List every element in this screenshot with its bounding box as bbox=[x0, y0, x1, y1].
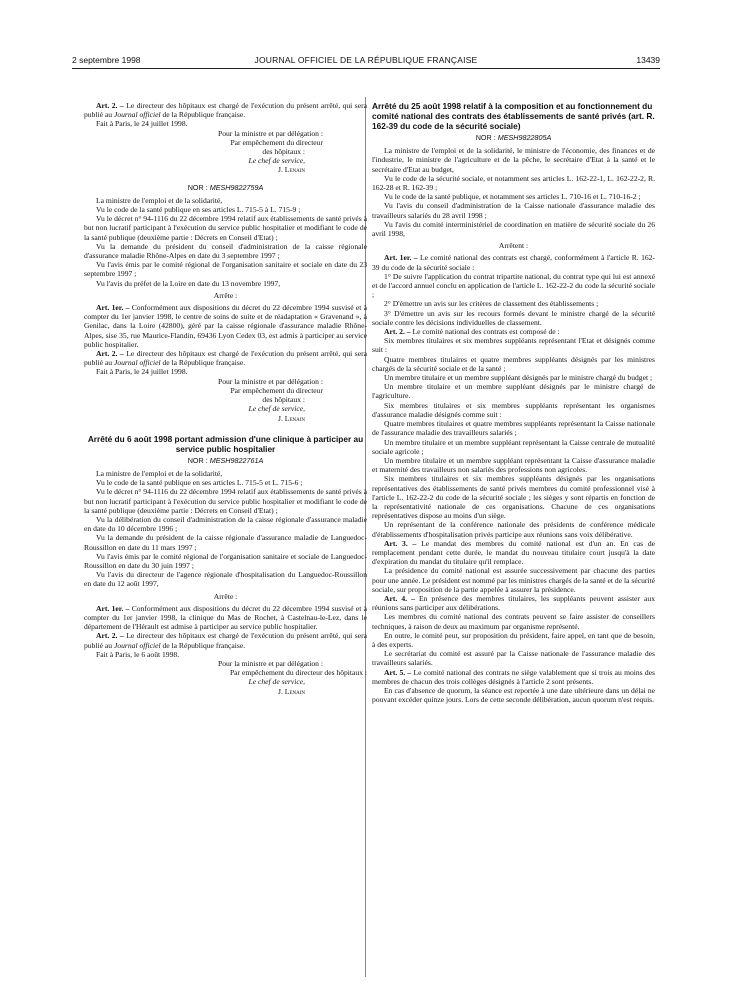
signature-name: J. Lenain bbox=[278, 165, 305, 175]
nor-label: NOR : bbox=[187, 182, 210, 192]
visa-paragraph: Vu le décret n° 94-1116 du 22 décembre 1994 relatif aux établissements de santé privés à but non lucratif participant à l'exécution du service public hospitalier et modifiant le code de la santé publique (deuxième partie : Décrets en Conseil d'Etat) ; bbox=[84, 487, 367, 515]
article-item: En outre, le comité peut, sur proposition du président, faire appel, en tant que de besoin, à des experts. bbox=[372, 630, 655, 649]
article-item: Un membre titulaire et un membre suppléant désignés par le ministre chargé de l'agriculture. bbox=[372, 382, 655, 401]
visa-paragraph: Vu le code de la santé publique, et notamment ses articles L. 710-16 et L. 710-16-2 ; bbox=[384, 192, 641, 202]
article-item: Quatre membres titulaires et quatre membres suppléants représentant la Caisse nationale de l'assurance maladie des travailleurs salariés ; bbox=[372, 419, 655, 438]
decree-title: Arrêté du 25 août 1998 relatif à la composition et au fonctionnement du comité national des contrats des établissements de santé privés (art. R. 162-39 du code de la sécurité sociale) bbox=[372, 101, 655, 131]
visa-paragraph: Vu l'avis du comité interministériel de coordination en matière de sécurité sociale du 26 avril 1998, bbox=[372, 219, 655, 239]
signature-line: Pour la ministre et par délégation : bbox=[217, 376, 323, 386]
page-header bbox=[72, 55, 660, 69]
signature-line: des hôpitaux : bbox=[262, 395, 305, 405]
visa-paragraph: Vu l'avis du préfet de la Loire en date du 13 novembre 1997, bbox=[96, 278, 281, 288]
visa-paragraph: Vu le décret n° 94-1116 du 22 décembre 1994 relatif aux établissements de santé privés à but non lucratif participant à l'exécution du service public hospitalier et modifiant le code de la santé publique (deuxième partie : Décrets en Conseil d'Etat) ; bbox=[84, 214, 367, 242]
visa-paragraph: Vu l'avis du directeur de l'agence régionale d'hospitalisation du Languedoc-Roussillon en date du 12 août 1997, bbox=[84, 570, 367, 589]
visa-paragraph: Vu la demande du président du conseil d'administration de la caisse régionale d'assurance maladie Rhône-Alpes en date du 3 septembre 1997 ; bbox=[84, 241, 367, 261]
article-text: Conformément aux dispositions du décret du 22 décembre 1994 susvisé et à compter du 1er janvier 1998, le centre de soins de suite et de réadaptation « Gravenand », à Genilac, dans la Loire (42800), géré par la caisse régionale d'assurance maladie Rhône-Alpes, sise 35, rue Maurice-Flandin, 69436 Lyon Cedex 03, est admis à participer au service public hospitalier. bbox=[84, 303, 368, 349]
nor-reference bbox=[84, 183, 367, 192]
header-page-number: 13439 bbox=[636, 55, 660, 65]
article-1-paragraph bbox=[372, 253, 655, 271]
nor-code: MESH9822761A bbox=[209, 455, 264, 465]
article-text: de la République française. bbox=[160, 110, 246, 120]
article-item: 1° De suivre l'application du contrat tripartite national, du contrat type qui lui est annexé et de l'accord annuel conclu en application de l'article L. 162-22-2 du code la sécurité sociale ; bbox=[372, 271, 655, 300]
fait-a-paris: Fait à Paris, le 6 août 1998. bbox=[96, 649, 180, 659]
article-item: Les membres du comité national des contrats peuvent se faire assister de conseillers techniques, à raison de deux au maximum par organisme représenté. bbox=[372, 612, 655, 631]
article-label: Art. 3. – bbox=[384, 538, 417, 548]
article-2-paragraph bbox=[84, 631, 367, 649]
article-item: Six membres titulaires et six membres suppléants représentant l'Etat et désignés comme suit : bbox=[372, 336, 655, 355]
article-item: La présidence du comité national est assurée successivement par chacune des parties pour une année. Le président est nommé par les ministres chargés de la santé et de la sécurité sociale, sur proposition de la partie appelée à assurer la présidence. bbox=[372, 566, 655, 594]
visa-paragraph: Vu l'avis émis par le comité régional de l'organisation sanitaire et sociale de Languedoc-Roussillon en date du 30 juin 1997 ; bbox=[84, 551, 367, 570]
header-date: 2 septembre 1998 bbox=[72, 55, 141, 65]
article-1-paragraph bbox=[84, 303, 367, 349]
signature-line: Par empêchement du directeur bbox=[230, 385, 323, 395]
article-item: 3° D'émettre un avis sur les recours formés devant le ministre chargé de la sécurité sociale contre les décisions individuelles de classement. bbox=[372, 308, 655, 327]
article-item: Six membres titulaires et six membres suppléants désignés par les organisations représentatives des établissements de santé privés membres du comité professionnel visé à l'article L. 162-22-2 du code de la sécurité sociale ; les sièges y sont répartis en fonction de la représentativité nationale de ces organisations. Chacune de ces organisations représentatives dispose au moins d'un siège. bbox=[372, 474, 655, 521]
header-rule bbox=[72, 68, 660, 69]
article-item: Un membre titulaire et un membre suppléant représentant la Caisse d'assurance maladie et maternité des travailleurs non salariés des professions non agricoles. bbox=[372, 455, 655, 475]
signature-line: Par empêchement du directeur bbox=[230, 137, 323, 147]
article-label: Art. 1er. – bbox=[96, 603, 130, 613]
journal-name: Journal officiel bbox=[113, 358, 161, 368]
journal-name: Journal officiel bbox=[113, 640, 161, 650]
signature-line: des hôpitaux : bbox=[262, 147, 305, 157]
article-text: Le comité national des contrats ne siège valablement que si trois au moins des membres de chacun des trois collèges désignés à l'article 2 sont présents. bbox=[372, 667, 655, 686]
article-text: Conformément aux dispositions du décret du 22 décembre 1994 susvisé et à compter du 1er janvier 1998, la clinique du Mas de Rochet, à Castelnau-le-Lez, dans le département de l'Hérault est admise à participer au service public hospitalier. bbox=[84, 603, 368, 632]
journal-name: Journal officiel bbox=[113, 110, 161, 120]
nor-reference bbox=[84, 456, 367, 465]
visa-paragraph: Vu le code de la santé publique en ses articles L. 715-5 et L. 715-6 ; bbox=[96, 478, 303, 488]
arrete-heading: Arrête : bbox=[213, 591, 238, 601]
decree-title: Arrêté du 6 août 1998 portant admission d'une clinique à participer au service public hospitalier bbox=[87, 433, 364, 454]
article-label: Art. 5. – bbox=[384, 667, 412, 677]
visa-paragraph: Vu l'avis du conseil d'administration de la Caisse nationale d'assurance maladie des travailleurs salariés du 28 avril 1998 ; bbox=[372, 201, 655, 220]
article-text: de la République française. bbox=[160, 358, 246, 368]
fait-a-paris: Fait à Paris, le 24 juillet 1998. bbox=[96, 367, 188, 377]
article-text: Le mandat des membres du comité national est d'un an. En cas de remplacement pendant cette durée, le mandat du nouveau titulaire court jusqu'à la date d'expiration du mandat du titulaire qu'il remplace. bbox=[372, 538, 655, 567]
visa-paragraph: La ministre de l'emploi et de la solidarité, bbox=[96, 195, 223, 205]
visa-paragraph: Vu le code de la santé publique en ses articles L. 715-5 à L. 715-9 ; bbox=[96, 205, 301, 215]
article-text: Le comité national des contrats est chargé, conformément à l'article R. 162-39 du code de la sécurité sociale : bbox=[372, 253, 655, 272]
article-item: En cas d'absence de quorum, la séance est reportée à une date ultérieure dans un délai ne pouvant excéder quinze jours. Lors de cette seconde délibération, aucun quorum n'est requis. bbox=[372, 685, 655, 705]
article-item: Un membre titulaire et un membre suppléant désignés par le ministre chargé du budget ; bbox=[384, 373, 653, 383]
visa-paragraph: La ministre de l'emploi et de la solidarité, bbox=[96, 468, 223, 478]
article-label: Art. 1er. – bbox=[384, 253, 418, 263]
nor-reference bbox=[372, 133, 655, 142]
signature-name: J. Lenain bbox=[278, 413, 305, 423]
article-label: Art. 2. – bbox=[384, 327, 411, 337]
article-text: de la République française. bbox=[160, 640, 246, 650]
nor-label: NOR : bbox=[475, 133, 498, 142]
signature-title: Le chef de service, bbox=[248, 404, 305, 414]
visa-paragraph: Vu l'avis émis par le comité régional de l'organisation sanitaire et sociale en date du 23 septembre 1997 ; bbox=[84, 260, 367, 279]
article-item: Le secrétariat du comité est assuré par la Caisse nationale de l'assurance maladie des travailleurs salariés. bbox=[372, 649, 655, 668]
article-label: Art. 4. – bbox=[384, 593, 415, 603]
visa-paragraph: Vu le code de la sécurité sociale, et notamment ses articles L. 162-22-1, L. 162-22-2, R. 162-28 et R. 162-39 ; bbox=[372, 173, 655, 193]
article-label: Art. 2. – bbox=[96, 631, 124, 641]
article-item: Un représentant de la conférence nationale des présidents de conférence médicale d'établissements d'hospitalisation privés participe aux réunions sans voix délibérative. bbox=[372, 520, 655, 539]
article-item: Six membres titulaires et six membres suppléants représentant les organismes d'assurance maladie désignés comme suit : bbox=[372, 400, 655, 419]
article-label: Art. 2. – bbox=[96, 101, 124, 110]
article-5-paragraph bbox=[372, 668, 655, 686]
article-item: 2° D'émettre un avis sur les critères de classement des établissements ; bbox=[384, 299, 599, 309]
article-item: Un membre titulaire et un membre suppléant représentant la Caisse centrale de mutualité sociale agricole ; bbox=[372, 437, 655, 456]
visa-paragraph: Vu la délibération du conseil d'administration de la caisse régionale d'assurance maladie en date du 10 décembre 1996 ; bbox=[84, 514, 367, 534]
article-text: Le directeur des hôpitaux est chargé de l'exécution du présent arrêté, qui sera publié au bbox=[84, 349, 367, 368]
article-label: Art. 1er. – bbox=[96, 303, 130, 313]
right-column bbox=[372, 101, 655, 704]
article-label: Art. 2. – bbox=[96, 349, 124, 359]
arretent-heading: Arrêtent : bbox=[498, 241, 529, 251]
article-2-paragraph bbox=[84, 349, 367, 367]
article-2-paragraph bbox=[84, 101, 367, 119]
signature-line: Par empêchement du directeur des hôpitaux : bbox=[229, 668, 367, 678]
article-item: Quatre membres titulaires et quatre membres suppléants désignés par les ministres chargés de la sécurité sociale et de la santé ; bbox=[372, 354, 655, 373]
nor-code: MESH9822805A bbox=[497, 133, 552, 142]
article-4-paragraph bbox=[372, 594, 655, 612]
article-3-paragraph bbox=[372, 539, 655, 567]
nor-code: MESH9822759A bbox=[209, 182, 264, 192]
signature-name: J. Lenain bbox=[278, 686, 305, 696]
signature-title: Le chef de service, bbox=[248, 677, 305, 687]
left-column bbox=[84, 101, 367, 696]
signature-title: Le chef de service, bbox=[248, 156, 305, 166]
signature-line: Pour la ministre et par délégation : bbox=[217, 658, 323, 668]
article-text: Le comité national des contrats est composé de : bbox=[410, 327, 560, 337]
article-text: Le directeur des hôpitaux est chargé de l'exécution du présent arrêté, qui sera publié au bbox=[84, 631, 367, 650]
fait-a-paris: Fait à Paris, le 24 juillet 1998. bbox=[96, 119, 188, 129]
article-text: Le directeur des hôpitaux est chargé de l'exécution du présent arrêté, qui sera publié au bbox=[84, 101, 367, 120]
article-1-paragraph bbox=[84, 604, 367, 632]
article-text: En présence des membres titulaires, les suppléants peuvent assister aux réunions sans participer aux délibérations. bbox=[372, 593, 655, 613]
arrete-heading: Arrête : bbox=[213, 290, 238, 300]
header-journal-title: JOURNAL OFFICIEL DE LA RÉPUBLIQUE FRANÇAISE bbox=[254, 55, 478, 65]
visa-paragraph: La ministre de l'emploi et de la solidarité, le ministre de l'économie, des finances et de l'industrie, le ministre de l'agriculture et de la pêche, le secrétaire d'Etat à la santé et le secrétaire d'Etat au budget, bbox=[372, 146, 655, 174]
article-2-paragraph bbox=[372, 327, 655, 336]
nor-label: NOR : bbox=[187, 455, 210, 465]
visa-paragraph: Vu la demande du président de la caisse régionale d'assurance maladie de Languedoc-Roussillon en date du 11 mars 1997 ; bbox=[84, 533, 367, 552]
signature-line: Pour la ministre et par délégation : bbox=[217, 128, 323, 138]
